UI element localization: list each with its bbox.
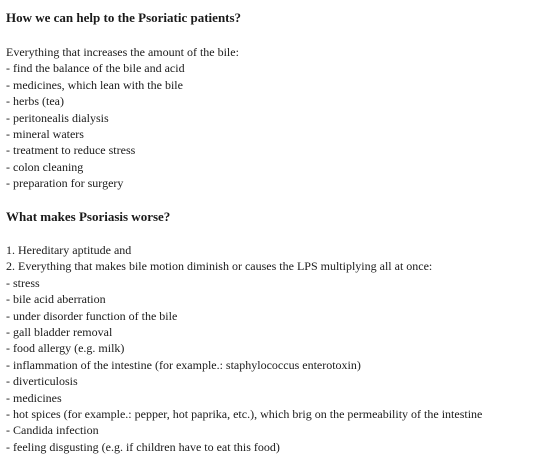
list-item: - medicines, which lean with the bile [6,77,183,92]
list-item: - bile acid aberration [6,292,106,307]
list-item: Everything that increases the amount of the bile: [6,45,239,59]
section-heading-worse: What makes Psoriasis worse? [6,209,171,224]
list-item: - diverticulosis [6,374,78,389]
list-item: - colon cleaning [6,159,84,174]
list-item: - stress [6,275,40,290]
section-heading-help: How we can help to the Psoriatic patients? [6,10,242,25]
list-item: - Candida infection [6,423,99,438]
worse-list [6,242,482,455]
list-item: 2. Everything that makes bile motion diminish or causes the LPS multiplying all at once: [6,259,433,274]
list-item: - find the balance of the bile and acid [6,61,185,76]
list-item: - mineral waters [6,127,84,142]
list-item: - hot spices (for example.: pepper, hot paprika, etc.), which brig on the permeability of the intestine [6,407,483,422]
list-item: 1. Hereditary aptitude and [6,243,132,257]
list-item: - food allergy (e.g. milk) [6,341,125,356]
list-item: - gall bladder removal [6,325,113,340]
list-item: - peritonealis dialysis [6,110,109,125]
list-item: - treatment to reduce stress [6,143,136,158]
list-item: - preparation for surgery [6,176,124,191]
list-item: - inflammation of the intestine (for example.: staphylococcus enterotoxin) [6,357,361,372]
list-item: - under disorder function of the bile [6,308,178,323]
list-item: - herbs (tea) [6,94,64,109]
help-list [6,44,239,192]
list-item: - feeling disgusting (e.g. if children have to eat this food) [6,439,280,454]
list-item: - medicines [6,390,62,405]
